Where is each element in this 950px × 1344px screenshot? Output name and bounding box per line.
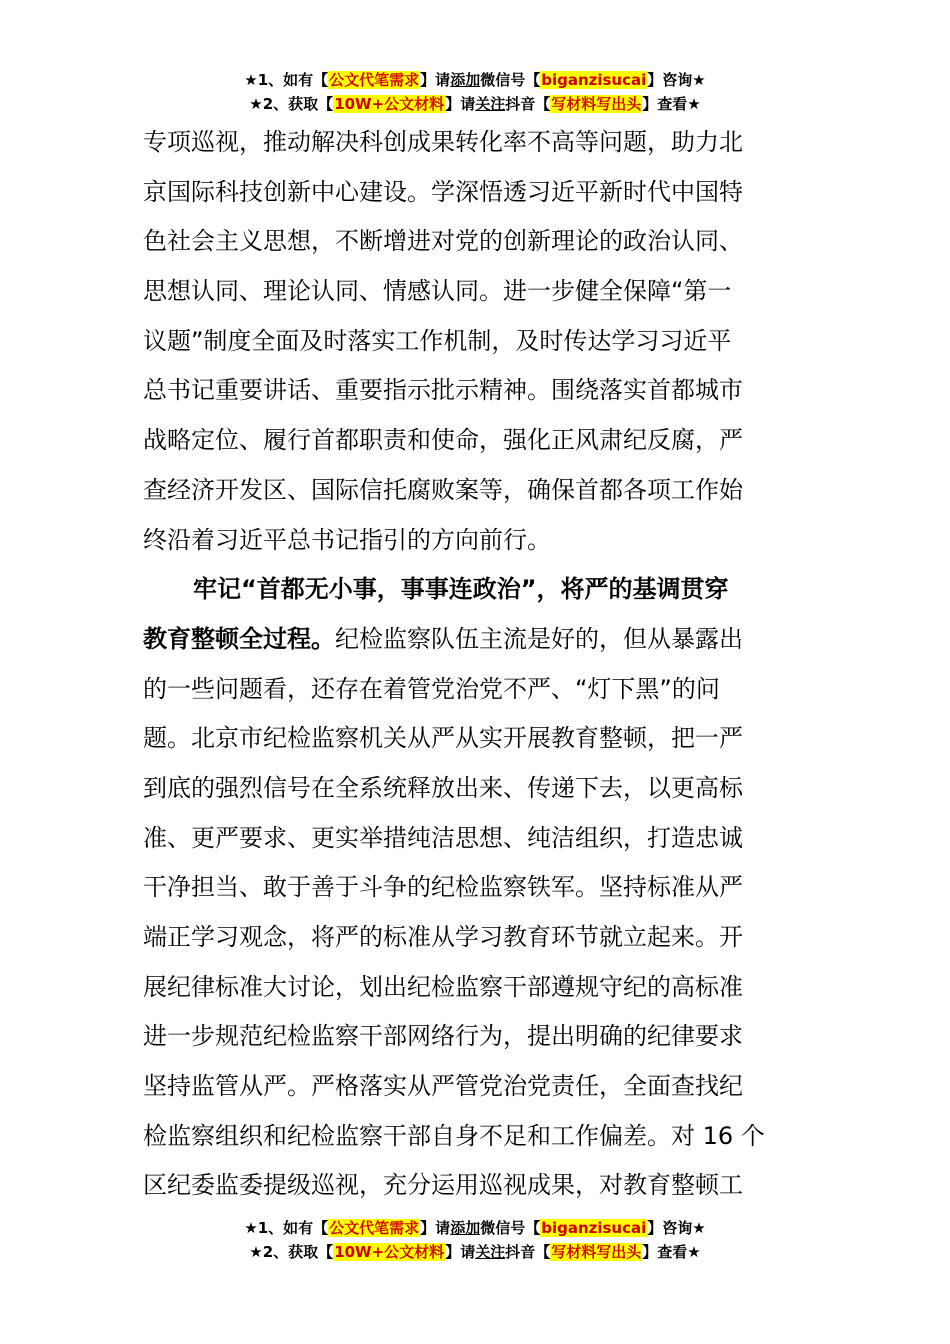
highlight-douyin-account: 写材料写出头	[551, 1243, 642, 1261]
banner-text: ★1、如有【	[244, 1219, 329, 1237]
banner-text: 】咨询★	[647, 71, 706, 89]
text-line: 区纪委监委提级巡视，充分运用巡视成果，对教育整顿工	[143, 1171, 743, 1200]
document-body	[143, 118, 807, 1211]
text-line: 终沿着习近平总书记指引的方向前行。	[143, 525, 551, 554]
banner-line-1	[0, 68, 950, 92]
banner-text: ★1、如有【	[244, 71, 329, 89]
text-line: 色社会主义思想，不断增进对党的创新理论的政治认同、	[143, 227, 743, 256]
text-line: 坚持监管从严。严格落实从严管党治党责任，全面查找纪	[143, 1072, 743, 1101]
paragraph-heading-line: 牢记“首都无小事，事事连政治”，将严的基调贯穿	[193, 575, 729, 604]
banner-emphasis: 关注	[475, 1243, 506, 1261]
banner-emphasis: 关注	[475, 95, 506, 113]
highlight-douyin-account: 写材料写出头	[551, 95, 642, 113]
highlight-service: 公文代笔需求	[329, 1219, 420, 1237]
text-line: 进一步规范纪检监察干部网络行为，提出明确的纪律要求	[143, 1022, 743, 1051]
text-line: 议题”制度全面及时落实工作机制，及时传达学习习近平	[143, 326, 732, 355]
text-span: 纪检监察队伍主流是好的，但从暴露出	[335, 624, 743, 653]
text-line: 端正学习观念，将严的标准从学习教育环节就立起来。开	[143, 923, 743, 951]
banner-text: 微信号【	[480, 1219, 541, 1237]
banner-text: 】请	[445, 1243, 476, 1261]
banner-text: 】查看★	[642, 1243, 701, 1261]
banner-text: 】请	[420, 1219, 451, 1237]
highlight-materials: 10W+公文材料	[334, 95, 445, 113]
text-line	[143, 615, 807, 665]
text-line: 查经济开发区、国际信托腐败案等，确保首都各项工作始	[143, 475, 743, 504]
text-line: 题。北京市纪检监察机关从严从实开展教育整顿，把一严	[143, 724, 743, 753]
text-line: 干净担当、敢于善于斗争的纪检监察铁军。坚持标准从严	[143, 873, 743, 902]
highlight-wechat-id: biganzisucai	[541, 71, 647, 89]
banner-text: 】请	[445, 95, 476, 113]
text-line: 思想认同、理论认同、情感认同。进一步健全保障“第一	[143, 277, 732, 306]
text-line: 的一些问题看，还存在着管党治党不严、“灯下黑”的问	[143, 674, 720, 703]
banner-line-1	[0, 1216, 950, 1240]
banner-line-2	[0, 1240, 950, 1264]
highlight-wechat-id: biganzisucai	[541, 1219, 647, 1237]
banner-emphasis: 添加	[450, 1219, 481, 1237]
banner-text: 】查看★	[642, 95, 701, 113]
banner-line-2	[0, 92, 950, 116]
banner-text: 】请	[420, 71, 451, 89]
banner-text: ★2、获取【	[249, 95, 334, 113]
text-line: 检监察组织和纪检监察干部自身不足和工作偏差。对 16 个	[143, 1121, 765, 1150]
text-line: 准、更严要求、更实举措纯洁思想、纯洁组织，打造忠诚	[143, 823, 743, 852]
text-line: 战略定位、履行首都职责和使命，强化正风肃纪反腐，严	[143, 426, 743, 455]
text-line: 京国际科技创新中心建设。学深悟透习近平新时代中国特	[143, 177, 743, 206]
banner-text: ★2、获取【	[249, 1243, 334, 1261]
banner-emphasis: 添加	[450, 71, 481, 89]
banner-text: 抖音【	[505, 95, 551, 113]
paragraph-heading-end: 教育整顿全过程。	[143, 624, 335, 653]
text-line: 展纪律标准大讨论，划出纪检监察干部遵规守纪的高标准	[143, 972, 743, 1001]
banner-text: 】咨询★	[647, 1219, 706, 1237]
highlight-service: 公文代笔需求	[329, 71, 420, 89]
header-banner	[0, 68, 950, 116]
banner-text: 微信号【	[480, 71, 541, 89]
text-line: 总书记重要讲话、重要指示批示精神。围绕落实首都城市	[143, 376, 743, 405]
highlight-materials: 10W+公文材料	[334, 1243, 445, 1261]
text-line: 专项巡视，推动解决科创成果转化率不高等问题，助力北	[143, 128, 743, 156]
footer-banner	[0, 1216, 950, 1264]
text-line: 到底的强烈信号在全系统释放出来、传递下去，以更高标	[143, 773, 743, 802]
banner-text: 抖音【	[505, 1243, 551, 1261]
